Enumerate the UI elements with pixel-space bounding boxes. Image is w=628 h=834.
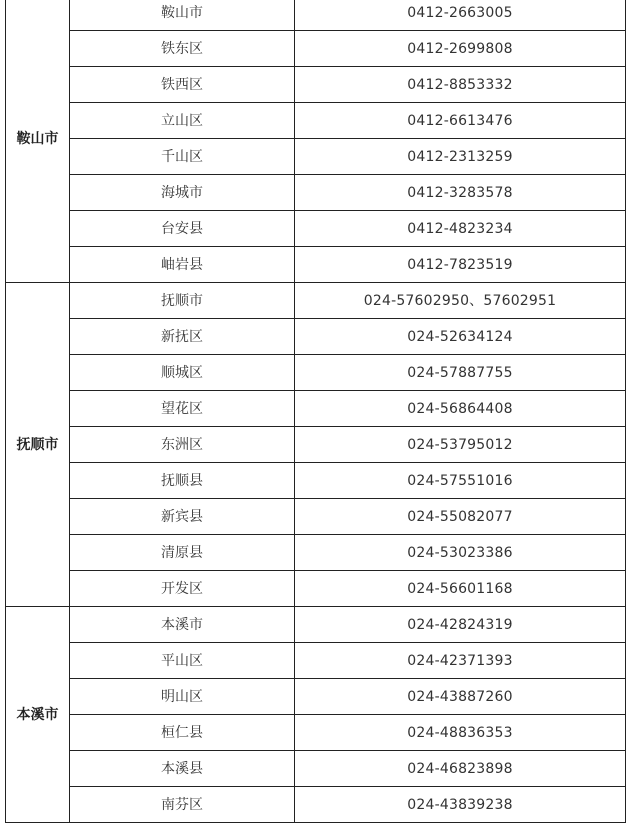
table-row [6, 427, 626, 463]
phone-cell: 0412-6613476 [295, 103, 626, 139]
table-row [6, 247, 626, 283]
city-cell: 鞍山市 [6, 0, 70, 283]
phone-cell: 0412-2699808 [295, 31, 626, 67]
table-row [6, 643, 626, 679]
table-row [6, 535, 626, 571]
district-cell: 桓仁县 [70, 715, 295, 751]
phone-cell: 0412-7823519 [295, 247, 626, 283]
district-cell: 清原县 [70, 535, 295, 571]
phone-cell: 024-42371393 [295, 643, 626, 679]
district-cell: 铁西区 [70, 67, 295, 103]
table-row [6, 67, 626, 103]
phone-cell: 024-42824319 [295, 607, 626, 643]
table-row [6, 679, 626, 715]
phone-cell: 024-46823898 [295, 751, 626, 787]
table-row [6, 355, 626, 391]
phone-cell: 0412-2663005 [295, 0, 626, 31]
phone-cell: 0412-2313259 [295, 139, 626, 175]
district-cell: 抚顺县 [70, 463, 295, 499]
district-cell: 鞍山市 [70, 0, 295, 31]
phone-cell: 0412-3283578 [295, 175, 626, 211]
phone-cell: 024-55082077 [295, 499, 626, 535]
phone-cell: 024-57602950、57602951 [295, 283, 626, 319]
contact-table-body [6, 0, 626, 823]
phone-cell: 0412-8853332 [295, 67, 626, 103]
table-row [6, 319, 626, 355]
district-cell: 海城市 [70, 175, 295, 211]
table-row [6, 391, 626, 427]
table-row [6, 571, 626, 607]
district-cell: 岫岩县 [70, 247, 295, 283]
table-row [6, 0, 626, 31]
district-cell: 台安县 [70, 211, 295, 247]
phone-cell: 024-57551016 [295, 463, 626, 499]
district-cell: 本溪市 [70, 607, 295, 643]
table-row [6, 139, 626, 175]
district-cell: 平山区 [70, 643, 295, 679]
city-cell: 抚顺市 [6, 283, 70, 607]
phone-cell: 0412-4823234 [295, 211, 626, 247]
table-row [6, 175, 626, 211]
phone-cell: 024-48836353 [295, 715, 626, 751]
city-cell: 本溪市 [6, 607, 70, 823]
district-cell: 本溪县 [70, 751, 295, 787]
phone-cell: 024-56864408 [295, 391, 626, 427]
contact-table [5, 0, 626, 823]
phone-cell: 024-53023386 [295, 535, 626, 571]
table-row [6, 607, 626, 643]
district-cell: 抚顺市 [70, 283, 295, 319]
district-cell: 明山区 [70, 679, 295, 715]
phone-cell: 024-57887755 [295, 355, 626, 391]
table-row [6, 31, 626, 67]
phone-cell: 024-52634124 [295, 319, 626, 355]
district-cell: 立山区 [70, 103, 295, 139]
district-cell: 新宾县 [70, 499, 295, 535]
district-cell: 千山区 [70, 139, 295, 175]
table-row [6, 751, 626, 787]
district-cell: 南芬区 [70, 787, 295, 823]
district-cell: 望花区 [70, 391, 295, 427]
district-cell: 开发区 [70, 571, 295, 607]
table-row [6, 283, 626, 319]
district-cell: 顺城区 [70, 355, 295, 391]
table-row [6, 463, 626, 499]
district-cell: 铁东区 [70, 31, 295, 67]
table-row [6, 211, 626, 247]
district-cell: 新抚区 [70, 319, 295, 355]
phone-cell: 024-53795012 [295, 427, 626, 463]
phone-cell: 024-43887260 [295, 679, 626, 715]
table-row [6, 787, 626, 823]
district-cell: 东洲区 [70, 427, 295, 463]
table-row [6, 715, 626, 751]
table-row [6, 103, 626, 139]
phone-cell: 024-56601168 [295, 571, 626, 607]
table-row [6, 499, 626, 535]
phone-cell: 024-43839238 [295, 787, 626, 823]
